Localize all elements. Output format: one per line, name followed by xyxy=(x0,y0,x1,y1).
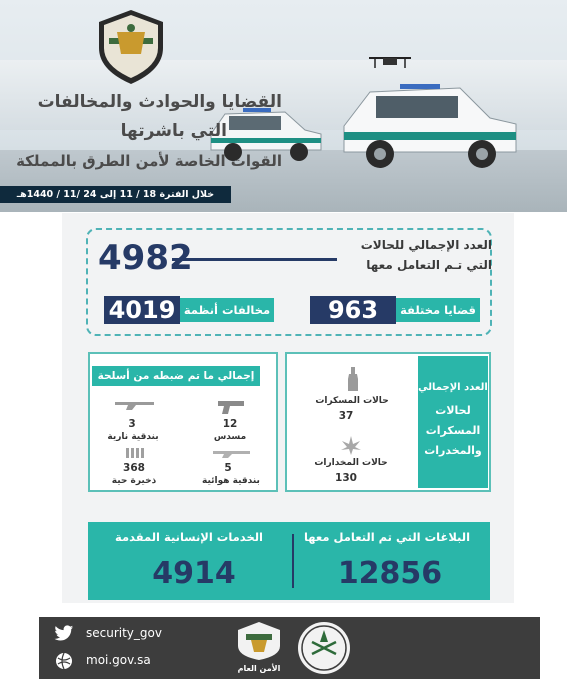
pistol-icon xyxy=(216,398,246,416)
header-banner xyxy=(0,0,567,212)
violations-label: مخالفات أنظمة xyxy=(180,298,274,322)
twitter-icon xyxy=(54,625,74,642)
cases-label: قضايا مختلفة xyxy=(396,298,480,322)
rifle-value: 3 xyxy=(128,418,136,430)
drugs-label: حالات المخدارات xyxy=(314,458,388,468)
period-bar: خلال الفترة 18 / 11 إلى 24 /11 / 1440هـ xyxy=(0,186,231,203)
pistol-value: 12 xyxy=(222,418,238,430)
public-security-badge-icon xyxy=(234,620,284,660)
stats-divider xyxy=(292,534,294,588)
reports-label: البلاغات التي تم التعامل معها xyxy=(303,530,471,544)
total-connector-line xyxy=(172,258,337,261)
ammunition-icon xyxy=(124,446,148,460)
header-subtitle: القوات الخاصة لأمن الطرق بالمملكة xyxy=(16,152,282,170)
services-value: 4914 xyxy=(152,556,236,591)
weapons-title: إجمالي ما تم ضبطه من أسلحة xyxy=(92,366,260,386)
pistol-label: مسدس xyxy=(213,432,247,442)
alcohol-label: حالات المسكرات xyxy=(315,396,389,406)
cases-value: 963 xyxy=(310,296,396,324)
violations-value: 4019 xyxy=(104,296,180,324)
twitter-handle[interactable]: security_gov xyxy=(86,626,162,640)
air-rifle-label: بندقية هوائية xyxy=(202,476,260,486)
drugs-value: 130 xyxy=(335,472,357,484)
web-globe-icon xyxy=(55,652,73,670)
drugs-title-line2: لحالات xyxy=(435,404,471,417)
ammunition-label: ذخيرة حية xyxy=(111,476,157,486)
bottle-icon xyxy=(346,366,360,392)
public-security-emblem xyxy=(234,620,284,676)
patrol-car-right xyxy=(340,78,520,170)
drugs-title-line4: والمخدرات xyxy=(424,444,482,457)
total-value: 4982 xyxy=(98,238,193,278)
header-title-line1: القضايا والحوادث والمخالفات xyxy=(37,92,282,112)
drugs-title-line3: المسكرات xyxy=(425,424,481,437)
ammunition-value: 368 xyxy=(123,462,145,474)
drugs-title-box xyxy=(418,356,488,488)
drone-icon xyxy=(365,52,415,74)
public-security-text: الأمن العام xyxy=(237,664,281,673)
special-forces-emblem xyxy=(95,8,167,86)
website-link[interactable]: moi.gov.sa xyxy=(86,653,151,667)
air-rifle-value: 5 xyxy=(224,462,232,474)
header-title-line2: التي باشرتها xyxy=(120,121,227,141)
air-rifle-icon xyxy=(212,446,252,460)
rifle-label: بندقية نارية xyxy=(107,432,159,442)
cannabis-leaf-icon xyxy=(340,434,362,456)
total-label-line1: العدد الإجمالي للحالات xyxy=(360,238,492,252)
drugs-title-line1: العدد الإجمالي xyxy=(418,382,488,393)
ministry-interior-emblem xyxy=(296,620,352,676)
alcohol-value: 37 xyxy=(338,410,354,422)
services-label: الخدمات الإنسانية المقدمة xyxy=(114,530,263,544)
rifle-icon xyxy=(114,398,158,412)
reports-value: 12856 xyxy=(337,556,443,591)
total-label-line2: التي تـم التعامل معها xyxy=(366,258,492,272)
